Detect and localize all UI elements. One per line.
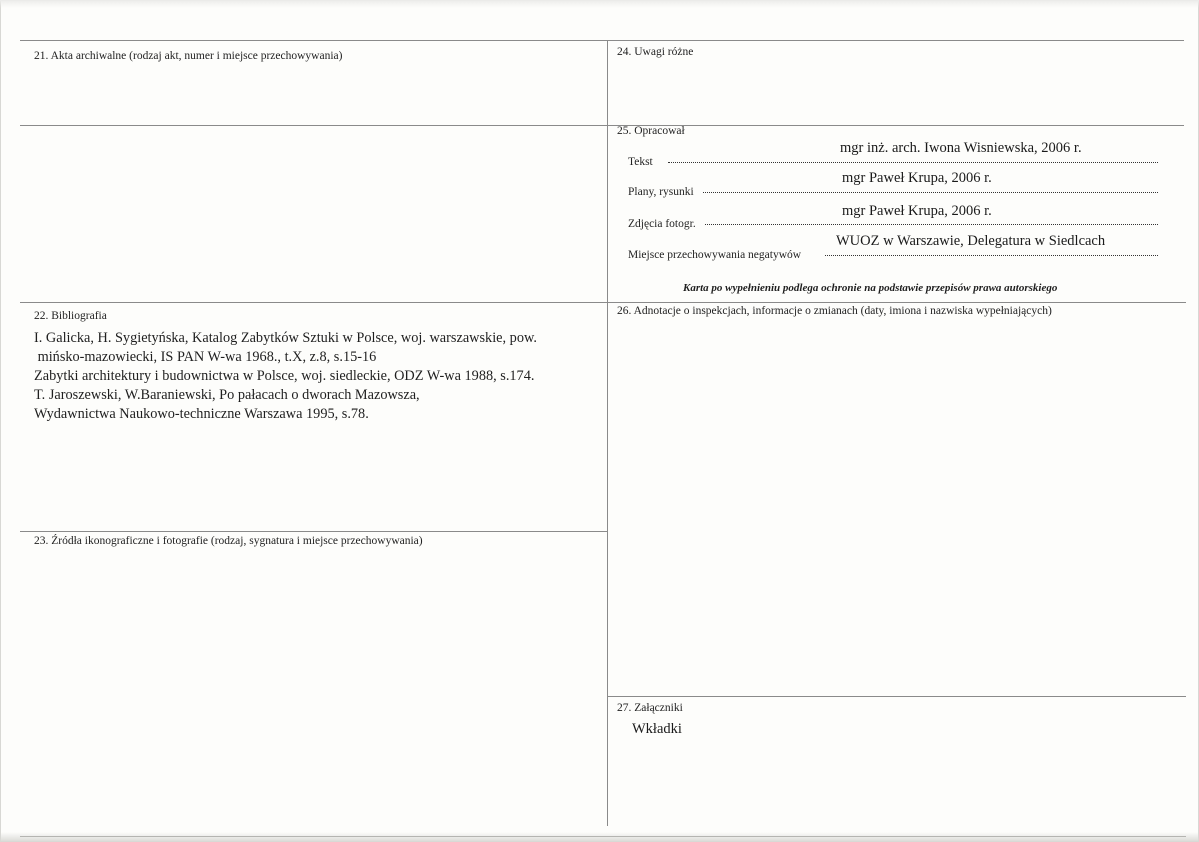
copyright-note: Karta po wypełnieniu podlega ochronie na podstawie przepisów prawa autorskiego <box>683 282 1058 294</box>
photos-label: Zdjęcia fotogr. <box>628 218 696 230</box>
section-21-label: 21. Akta archiwalne (rodzaj akt, numer i miejsce przechowywania) <box>34 50 343 62</box>
section-27-label: 27. Załączniki <box>617 702 683 714</box>
drawings-label: Plany, rysunki <box>628 186 694 198</box>
negatives-location-value: WUOZ w Warszawie, Delegatura w Siedlcach <box>836 233 1106 249</box>
photos-dotted-line <box>705 224 1158 225</box>
bibliography-list <box>34 329 537 424</box>
bibliography-line: I. Galicka, H. Sygietyńska, Katalog Zabytków Sztuki w Polsce, woj. warszawskie, pow. <box>34 330 537 346</box>
section-26-label: 26. Adnotacje o inspekcjach, informacje o zmianach (daty, imiona i nazwiska wypełniających) <box>617 305 1052 317</box>
bibliography-line: T. Jaroszewski, W.Baraniewski, Po pałacach o dworach Mazowsza, <box>34 387 420 403</box>
section-27-top-line <box>607 696 1186 697</box>
drawings-dotted-line <box>703 192 1158 193</box>
center-divider-line <box>607 40 608 826</box>
negatives-location-label: Miejsce przechowywania negatywów <box>628 249 802 261</box>
bibliography-line: Wydawnictwa Naukowo-techniczne Warszawa 1995, s.78. <box>34 406 369 422</box>
section-25-label: 25. Opracował <box>617 125 685 137</box>
section-23-top-line <box>20 531 607 532</box>
bibliography-line: mińsko-mazowiecki, IS PAN W-wa 1968., t.X, z.8, s.15-16 <box>34 349 377 365</box>
scan-shadow-bottom <box>0 832 1199 842</box>
section-24-label: 24. Uwagi różne <box>617 46 694 58</box>
author-text-label: Tekst <box>628 156 653 168</box>
negatives-location-dotted-line <box>825 255 1158 256</box>
photos-value: mgr Paweł Krupa, 2006 r. <box>842 203 992 219</box>
bottom-border-line <box>20 836 1186 837</box>
drawings-value: mgr Paweł Krupa, 2006 r. <box>842 170 992 186</box>
attachments-value: Wkładki <box>632 721 682 737</box>
section-22-label: 22. Bibliografia <box>34 310 107 322</box>
scan-shadow-top <box>0 0 1199 8</box>
author-text-value: mgr inż. arch. Iwona Wisniewska, 2006 r. <box>840 140 1082 156</box>
top-border-line <box>20 40 1184 41</box>
bibliography-line: Zabytki architektury i budownictwa w Polsce, woj. siedleckie, ODZ W-wa 1988, s.174. <box>34 368 535 384</box>
author-text-dotted-line <box>668 162 1158 163</box>
section-21-24-bottom-line <box>20 125 1184 126</box>
section-22-26-top-line <box>20 302 1186 303</box>
section-23-label: 23. Źródła ikonograficzne i fotografie (rodzaj, sygnatura i miejsce przechowywania) <box>34 535 423 547</box>
